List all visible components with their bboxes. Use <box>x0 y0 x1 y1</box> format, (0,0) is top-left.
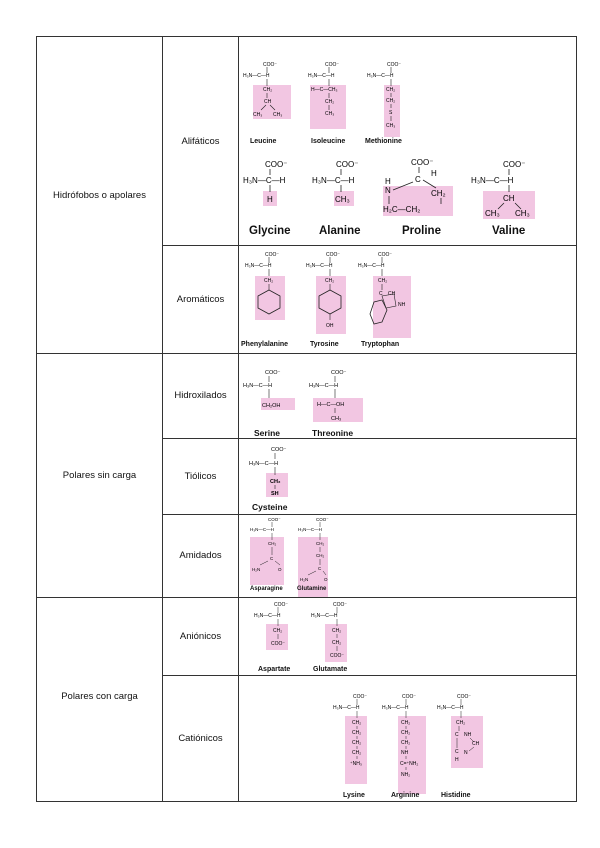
glutamine-name: Glutamine <box>297 586 327 592</box>
svg-text:H₃N—C—H: H₃N—C—H <box>245 263 272 269</box>
svg-text:N: N <box>464 750 468 756</box>
svg-text:H₃N—C—H: H₃N—C—H <box>243 73 270 79</box>
svg-text:COO⁻: COO⁻ <box>326 252 341 258</box>
proline-structure <box>381 156 456 221</box>
svg-text:H₂C—CH₂: H₂C—CH₂ <box>383 205 421 214</box>
cysteine-name: Cysteine <box>252 502 288 512</box>
svg-text:H: H <box>455 757 459 763</box>
svg-text:H₃N—C—H: H₃N—C—H <box>358 263 385 269</box>
svg-text:COO⁻: COO⁻ <box>330 653 345 659</box>
svg-text:CH₂: CH₂ <box>352 740 362 746</box>
methionine-name: Methionine <box>365 138 402 145</box>
subgroup-label-aromatic: Aromáticos <box>176 293 225 305</box>
svg-text:NH: NH <box>464 732 472 738</box>
svg-text:H₃N—C—H: H₃N—C—H <box>306 263 333 269</box>
svg-text:CH₂: CH₂ <box>431 189 446 198</box>
tyrosine-structure <box>305 250 355 335</box>
svg-text:NH: NH <box>398 302 406 308</box>
svg-text:CH₂: CH₂ <box>263 87 273 93</box>
svg-text:S: S <box>389 110 393 116</box>
svg-text:CH₂: CH₂ <box>268 541 277 546</box>
svg-text:COO⁻: COO⁻ <box>402 694 417 700</box>
svg-text:C: C <box>455 749 459 755</box>
glutamate-structure <box>307 600 357 662</box>
subgroup-label-amidated: Amidados <box>179 550 222 561</box>
svg-text:H: H <box>385 177 391 186</box>
svg-text:H₃N—C—H: H₃N—C—H <box>243 176 286 185</box>
lysine-name: Lysine <box>343 792 365 799</box>
svg-text:C: C <box>270 556 274 561</box>
tyrosine-name: Tyrosine <box>310 341 339 348</box>
leucine-name: Leucine <box>250 138 277 145</box>
cysteine-structure <box>249 445 299 505</box>
svg-text:COO⁻: COO⁻ <box>265 252 280 258</box>
svg-text:COO⁻: COO⁻ <box>336 160 359 169</box>
svg-text:CH: CH <box>264 99 272 105</box>
svg-text:COO⁻: COO⁻ <box>411 158 434 167</box>
group-label-hydrophobic: Hidrófobos o apolares <box>53 189 146 201</box>
svg-text:CH₂: CH₂ <box>332 640 342 646</box>
svg-text:COO⁻: COO⁻ <box>316 517 329 522</box>
svg-text:CH₃: CH₃ <box>335 195 350 204</box>
svg-text:CH₃: CH₃ <box>485 209 500 218</box>
phenylalanine-name: Phenylalanine <box>241 341 289 348</box>
svg-text:H₃N—C—H: H₃N—C—H <box>250 527 274 532</box>
svg-text:CH₂: CH₂ <box>352 730 362 736</box>
svg-text:H₃N—C—H: H₃N—C—H <box>382 705 409 711</box>
svg-text:H—C—CH₃: H—C—CH₃ <box>311 87 338 93</box>
svg-text:CH₂: CH₂ <box>316 541 325 546</box>
svg-text:H₃N—C—H: H₃N—C—H <box>308 73 335 79</box>
svg-text:H₃N—C—H: H₃N—C—H <box>243 383 273 389</box>
valine-structure <box>471 158 541 218</box>
svg-text:H₃N—C—H: H₃N—C—H <box>298 527 322 532</box>
svg-text:CH₃: CH₃ <box>386 123 396 129</box>
histidine-name: Histidine <box>441 792 471 799</box>
svg-text:CH₂: CH₂ <box>456 720 466 726</box>
glycine-name: Glycine <box>249 225 291 237</box>
svg-text:CH₂: CH₂ <box>325 99 335 105</box>
svg-text:CH₂: CH₂ <box>401 730 411 736</box>
threonine-name: Threonine <box>312 428 354 438</box>
svg-text:H₃N—C—H: H₃N—C—H <box>437 705 464 711</box>
svg-text:CH₂: CH₂ <box>325 278 335 284</box>
histidine-structure <box>437 692 492 772</box>
subgroup-label-thiol: Tiólicos <box>184 470 217 482</box>
svg-text:CH₂: CH₂ <box>378 278 388 284</box>
svg-text:C: C <box>318 566 322 571</box>
methionine-structure <box>367 60 417 140</box>
svg-text:C: C <box>379 291 383 297</box>
subgroup-label-hydroxylated: Hidroxilados <box>174 390 227 401</box>
svg-text:H₃N—C—H: H₃N—C—H <box>311 613 338 619</box>
svg-text:CH: CH <box>388 291 396 297</box>
glutamine-structure <box>296 515 346 585</box>
svg-text:CH₃: CH₃ <box>325 111 335 117</box>
svg-text:H₂N: H₂N <box>300 577 309 582</box>
svg-text:CH₂: CH₂ <box>273 628 283 634</box>
phenylalanine-structure <box>243 250 293 325</box>
svg-text:COO⁻: COO⁻ <box>387 62 402 68</box>
svg-text:H₃N—C—H: H₃N—C—H <box>249 461 279 467</box>
serine-name: Serine <box>254 428 280 438</box>
svg-text:COO⁻: COO⁻ <box>274 602 289 608</box>
svg-text:CH₂: CH₂ <box>386 87 396 93</box>
asparagine-name: Asparagine <box>250 586 283 592</box>
svg-text:CH₂: CH₂ <box>316 553 325 558</box>
svg-text:COO⁻: COO⁻ <box>265 370 281 376</box>
svg-text:H—C—OH: H—C—OH <box>317 402 345 408</box>
isoleucine-name: Isoleucine <box>311 138 346 145</box>
alanine-structure <box>312 158 372 213</box>
svg-text:COO⁻: COO⁻ <box>268 517 281 522</box>
group-label-polar-uncharged: Polares sin carga <box>62 469 137 481</box>
svg-text:C: C <box>455 732 459 738</box>
svg-text:COO⁻: COO⁻ <box>353 694 368 700</box>
svg-text:COO⁻: COO⁻ <box>503 160 526 169</box>
svg-text:H₃N—C—H: H₃N—C—H <box>367 73 394 79</box>
svg-text:H₃N—C—H: H₃N—C—H <box>309 383 339 389</box>
svg-text:COO⁻: COO⁻ <box>325 62 340 68</box>
alanine-name: Alanine <box>319 225 361 237</box>
svg-text:CH: CH <box>472 741 480 747</box>
svg-text:CH₃: CH₃ <box>331 416 342 422</box>
svg-text:OH: OH <box>326 323 334 329</box>
svg-text:CH₃: CH₃ <box>253 112 263 118</box>
svg-text:NH₂: NH₂ <box>401 772 411 778</box>
svg-text:CH₂: CH₂ <box>270 479 281 485</box>
svg-text:CH₃: CH₃ <box>515 209 530 218</box>
svg-text:H₃N—C—H: H₃N—C—H <box>254 613 281 619</box>
svg-text:COO⁻: COO⁻ <box>457 694 472 700</box>
svg-text:CH₂: CH₂ <box>386 98 396 104</box>
asparagine-structure <box>250 515 300 585</box>
svg-text:COO⁻: COO⁻ <box>378 252 393 258</box>
svg-text:COO⁻: COO⁻ <box>265 160 288 169</box>
glycine-structure <box>243 158 303 213</box>
svg-text:O: O <box>278 567 282 572</box>
svg-text:H₂N: H₂N <box>252 567 261 572</box>
tryptophan-name: Tryptophan <box>361 341 400 348</box>
threonine-structure <box>303 368 368 428</box>
aspartate-name: Aspartate <box>258 666 291 673</box>
svg-text:CH: CH <box>503 194 515 203</box>
svg-text:H: H <box>267 195 273 204</box>
glutamate-name: Glutamate <box>313 666 348 673</box>
svg-text:NH: NH <box>401 750 409 756</box>
svg-text:CH₂OH: CH₂OH <box>262 403 281 409</box>
svg-text:COO⁻: COO⁻ <box>331 370 347 376</box>
isoleucine-structure <box>308 60 358 130</box>
svg-text:CH₂: CH₂ <box>401 720 411 726</box>
arginine-structure <box>378 692 438 802</box>
svg-text:H₃N—C—H: H₃N—C—H <box>333 705 360 711</box>
serine-structure <box>243 368 303 418</box>
svg-text:COO⁻: COO⁻ <box>271 447 287 453</box>
svg-text:H₃N—C—H: H₃N—C—H <box>312 176 355 185</box>
svg-text:COO⁻: COO⁻ <box>333 602 348 608</box>
subgroup-label-anionic: Aniónicos <box>179 630 222 642</box>
lysine-structure <box>333 692 383 787</box>
svg-text:COO⁻: COO⁻ <box>271 641 286 647</box>
svg-text:⁺NH₃: ⁺NH₃ <box>350 761 362 767</box>
aspartate-structure <box>254 600 304 650</box>
svg-text:CH₂: CH₂ <box>352 720 362 726</box>
column-divider-2 <box>238 37 239 801</box>
proline-name: Proline <box>402 225 441 237</box>
svg-text:CH₂: CH₂ <box>401 740 411 746</box>
svg-text:N: N <box>385 186 391 195</box>
arginine-name: Arginine <box>391 792 420 799</box>
svg-text:SH: SH <box>271 491 279 497</box>
svg-text:H: H <box>431 169 437 178</box>
svg-text:CH₂: CH₂ <box>264 278 274 284</box>
valine-name: Valine <box>492 225 526 237</box>
subgroup-label-aliphatic: Alifáticos <box>181 135 220 147</box>
svg-text:CH₂: CH₂ <box>332 628 342 634</box>
svg-text:CH₃: CH₃ <box>273 112 283 118</box>
svg-text:COO⁻: COO⁻ <box>263 62 278 68</box>
svg-text:H₃N—C—H: H₃N—C—H <box>471 176 514 185</box>
svg-text:O: O <box>324 577 328 582</box>
tryptophan-structure <box>356 250 416 340</box>
svg-text:C=⁺NH₂: C=⁺NH₂ <box>400 761 419 767</box>
group-label-polar-charged: Polares con carga <box>61 691 138 702</box>
svg-text:CH₂: CH₂ <box>352 750 362 756</box>
leucine-structure <box>243 60 293 130</box>
svg-text:C: C <box>415 175 421 184</box>
subgroup-label-cationic: Catiónicos <box>178 732 223 744</box>
